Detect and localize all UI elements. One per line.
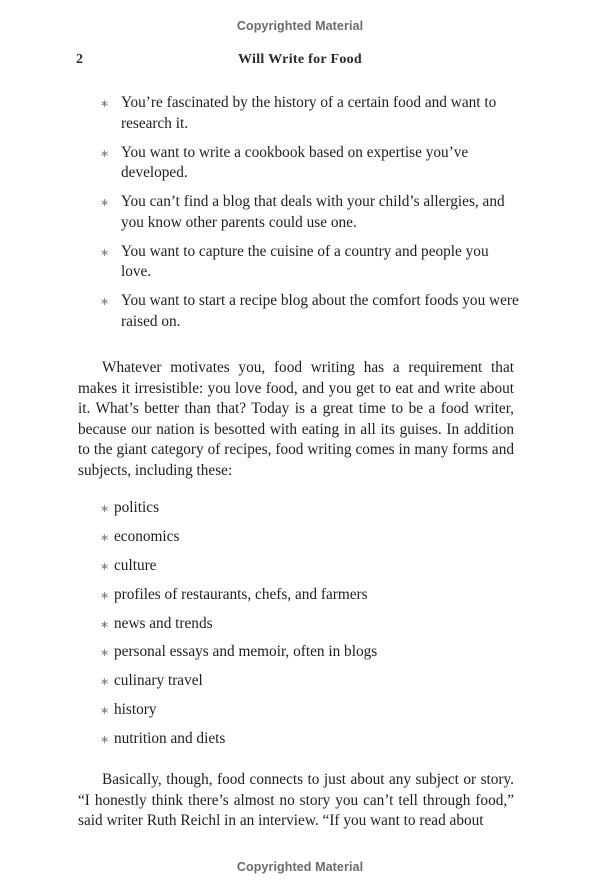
asterisk-bullet-icon: ∗	[100, 295, 110, 308]
asterisk-bullet-icon: ∗	[100, 733, 110, 747]
list-item-text: You want to capture the cuisine of a country and people you love.	[121, 242, 489, 280]
page-number: 2	[76, 52, 83, 67]
copyright-watermark-bottom: Copyrighted Material	[236, 860, 364, 874]
asterisk-bullet-icon: ∗	[100, 502, 110, 515]
list-item	[100, 556, 480, 585]
body-paragraph-2: Basically, though, food connects to just about any subject or story. “I honestly think there’s almost no story you can’t tell through food,” said writer Ruth Reichl in an interview. “If you want to read about	[78, 771, 514, 829]
list-item	[100, 498, 480, 527]
list-item-text: personal essays and memoir, often in blogs	[114, 643, 378, 661]
running-head	[0, 52, 600, 72]
list-item-text: politics	[114, 499, 160, 516]
motivations-list	[100, 93, 520, 341]
list-item-text: You want to write a cookbook based on expertise you’ve developed.	[121, 143, 469, 181]
list-item-text: news and trends	[114, 614, 213, 632]
asterisk-bullet-icon: ∗	[100, 559, 110, 573]
list-item-text: You’re fascinated by the history of a certain food and want to research it.	[121, 94, 497, 132]
list-item	[100, 242, 520, 283]
list-item	[100, 642, 480, 671]
copyright-watermark-top: Copyrighted Material	[236, 19, 364, 33]
list-item	[100, 291, 520, 332]
list-item-text: profiles of restaurants, chefs, and farmers	[114, 585, 368, 603]
list-item	[100, 729, 480, 758]
asterisk-bullet-icon: ∗	[100, 617, 110, 631]
list-item	[100, 527, 480, 556]
list-item	[100, 700, 480, 729]
asterisk-bullet-icon: ∗	[100, 146, 110, 160]
list-item-text: You can’t find a blog that deals with your child’s allergies, and you know other parents could use one.	[121, 193, 505, 231]
list-item-text: economics	[114, 527, 180, 545]
asterisk-bullet-icon: ∗	[100, 704, 110, 718]
list-item	[100, 671, 480, 700]
list-item	[100, 93, 520, 134]
list-item-text: culinary travel	[114, 672, 203, 690]
subjects-list	[100, 498, 480, 758]
asterisk-bullet-icon: ∗	[100, 530, 110, 544]
list-item-text: history	[114, 701, 157, 719]
asterisk-bullet-icon: ∗	[100, 196, 110, 209]
asterisk-bullet-icon: ∗	[100, 245, 110, 259]
asterisk-bullet-icon: ∗	[100, 646, 110, 660]
asterisk-bullet-icon: ∗	[100, 588, 110, 602]
body-paragraph-1: Whatever motivates you, food writing has a requirement that makes it irresistible: you love food, and you get to eat and write about it. What’s better than that? Today is a great time to be a food writer, because our nation is besotted with eating in all its guises. In addition to the giant category of recipes, food writing comes in many forms and subjects, including these:	[78, 359, 514, 479]
list-item	[100, 143, 520, 184]
list-item-text: culture	[114, 556, 157, 574]
running-title: Will Write for Food	[237, 52, 363, 67]
list-item	[100, 614, 480, 643]
list-item-text: nutrition and diets	[114, 730, 226, 748]
asterisk-bullet-icon: ∗	[100, 97, 110, 110]
list-item	[100, 192, 520, 233]
asterisk-bullet-icon: ∗	[100, 675, 110, 689]
list-item	[100, 585, 480, 614]
list-item-text: You want to start a recipe blog about the comfort foods you were raised on.	[121, 292, 519, 330]
